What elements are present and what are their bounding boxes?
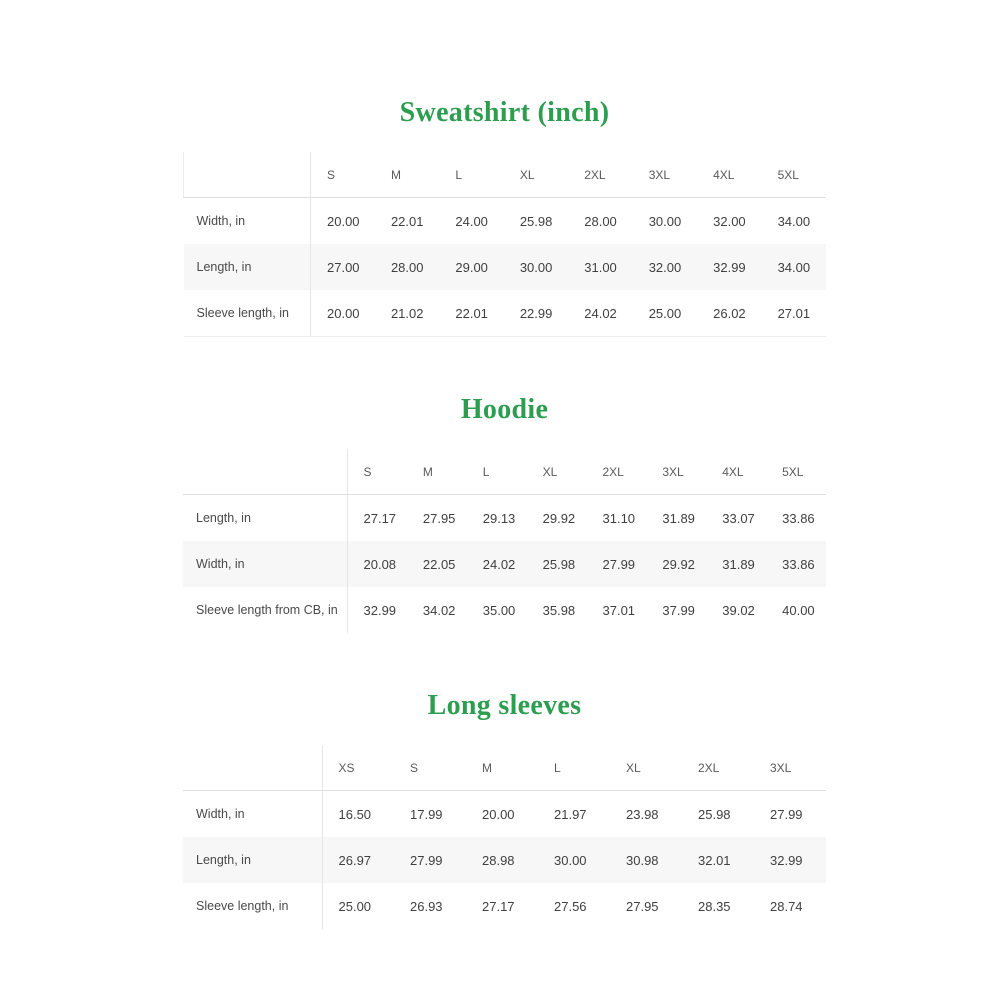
size-column-header: L (439, 152, 503, 198)
size-column-header: XS (322, 745, 394, 791)
size-column-header: 5XL (766, 449, 826, 495)
section-long-sleeves (183, 689, 826, 929)
size-value-cell: 33.86 (782, 556, 815, 572)
size-value-cell: 28.00 (584, 213, 617, 229)
size-column-header: 3XL (754, 745, 826, 791)
size-value-cell: 32.99 (363, 602, 397, 618)
size-value-cell: 20.00 (482, 806, 515, 822)
size-column-header: 5XL (762, 152, 826, 198)
size-column-header: L (538, 745, 610, 791)
size-value-cell: 32.99 (713, 259, 746, 275)
size-value-cell: 30.00 (519, 259, 553, 275)
size-value-cell: 37.01 (602, 602, 636, 618)
size-value-cell: 32.99 (770, 852, 803, 868)
size-value-cell: 24.02 (568, 290, 632, 337)
table-row (183, 587, 826, 633)
size-column-header: 2XL (682, 745, 754, 791)
size-column-header: S (347, 449, 407, 495)
section-sweatshirt (183, 96, 826, 337)
size-value-cell: 29.92 (662, 556, 695, 572)
size-guide (183, 0, 826, 985)
size-value-cell: 35.98 (542, 602, 576, 618)
size-value-cell: 22.01 (439, 290, 503, 337)
size-value-cell: 26.02 (697, 290, 761, 337)
row-label: Width, in (183, 791, 322, 838)
table-row (184, 198, 827, 245)
table-row (184, 290, 827, 337)
table-row (184, 244, 827, 290)
size-column-header: 4XL (706, 449, 766, 495)
size-value-cell: 21.02 (375, 290, 439, 337)
size-value-cell: 28.00 (390, 259, 424, 275)
size-value-cell: 31.00 (584, 259, 617, 275)
corner-cell (183, 449, 347, 495)
size-value-cell: 25.00 (338, 898, 372, 914)
row-label: Length, in (183, 837, 322, 883)
size-value-cell: 21.97 (554, 806, 587, 822)
size-value-cell: 32.00 (648, 259, 682, 275)
size-value-cell: 29.92 (542, 510, 576, 526)
size-value-cell: 39.02 (722, 602, 755, 618)
corner-cell (184, 152, 311, 198)
size-value-cell: 25.00 (633, 290, 697, 337)
table-row (183, 791, 826, 838)
row-label: Sleeve length, in (184, 290, 311, 337)
size-value-cell: 23.98 (626, 806, 659, 822)
size-value-cell: 25.98 (519, 213, 553, 229)
long-sleeves-size-table (183, 745, 826, 929)
size-column-header: M (375, 152, 439, 198)
size-value-cell: 27.01 (762, 290, 826, 337)
size-value-cell: 34.00 (777, 213, 811, 229)
size-value-cell: 28.74 (770, 898, 803, 914)
size-value-cell: 24.00 (455, 213, 488, 229)
size-value-cell: 27.99 (602, 556, 636, 572)
size-value-cell: 26.93 (410, 898, 443, 914)
size-column-header: L (467, 449, 527, 495)
row-label: Width, in (184, 198, 311, 245)
size-value-cell: 27.56 (554, 898, 587, 914)
row-label: Sleeve length, in (183, 883, 322, 929)
size-value-cell: 17.99 (410, 806, 443, 822)
size-value-cell: 16.50 (338, 806, 372, 822)
size-column-header: M (466, 745, 538, 791)
row-label: Length, in (183, 495, 347, 542)
size-value-cell: 30.00 (554, 852, 587, 868)
long-sleeves-table-title: Long sleeves (427, 690, 582, 721)
size-value-cell: 28.35 (698, 898, 731, 914)
row-label: Width, in (183, 541, 347, 587)
size-column-header: XL (610, 745, 682, 791)
size-value-cell: 27.17 (482, 898, 515, 914)
size-value-cell: 30.98 (626, 852, 659, 868)
size-value-cell: 27.17 (363, 510, 397, 526)
size-value-cell: 32.01 (698, 852, 731, 868)
table-row (183, 837, 826, 883)
size-value-cell: 22.99 (504, 290, 568, 337)
size-value-cell: 33.86 (782, 510, 815, 526)
size-column-header: 4XL (697, 152, 761, 198)
table-row (183, 541, 826, 587)
size-column-header: 2XL (568, 152, 632, 198)
size-value-cell: 31.10 (602, 510, 636, 526)
size-column-header: M (407, 449, 467, 495)
size-header-row (183, 745, 826, 791)
corner-cell (183, 745, 322, 791)
table-row (183, 495, 826, 542)
size-value-cell: 24.02 (482, 556, 516, 572)
size-value-cell: 31.89 (722, 556, 755, 572)
size-header-row (183, 449, 826, 495)
size-value-cell: 30.00 (648, 213, 682, 229)
size-value-cell: 20.00 (311, 290, 375, 337)
table-row (183, 883, 826, 929)
size-value-cell: 32.00 (713, 213, 746, 229)
size-column-header: 3XL (646, 449, 706, 495)
size-value-cell: 22.05 (422, 556, 456, 572)
size-value-cell: 35.00 (482, 602, 516, 618)
hoodie-table-title: Hoodie (460, 394, 549, 425)
size-column-header: 2XL (587, 449, 647, 495)
size-value-cell: 26.97 (338, 852, 372, 868)
size-value-cell: 27.99 (770, 806, 803, 822)
size-value-cell: 27.95 (422, 510, 456, 526)
size-value-cell: 25.98 (698, 806, 731, 822)
size-value-cell: 29.13 (482, 510, 516, 526)
size-value-cell: 29.00 (455, 259, 488, 275)
size-column-header: 3XL (633, 152, 697, 198)
row-label: Length, in (184, 244, 311, 290)
size-value-cell: 27.99 (410, 852, 443, 868)
size-header-row (184, 152, 827, 198)
size-value-cell: 37.99 (662, 602, 695, 618)
row-label: Sleeve length from CB, in (183, 587, 347, 633)
size-value-cell: 34.00 (777, 259, 811, 275)
size-column-header: XL (504, 152, 568, 198)
size-column-header: S (311, 152, 375, 198)
size-value-cell: 28.98 (482, 852, 515, 868)
size-value-cell: 20.08 (363, 556, 397, 572)
size-value-cell: 27.95 (626, 898, 659, 914)
size-column-header: XL (527, 449, 587, 495)
size-value-cell: 20.00 (327, 213, 360, 229)
section-hoodie (183, 393, 826, 633)
size-value-cell: 33.07 (722, 510, 755, 526)
size-value-cell: 22.01 (390, 213, 424, 229)
size-column-header: S (394, 745, 466, 791)
size-value-cell: 34.02 (422, 602, 456, 618)
size-value-cell: 40.00 (782, 602, 815, 618)
size-value-cell: 27.00 (327, 259, 360, 275)
sweatshirt-size-table (183, 152, 826, 337)
sweatshirt-table-title: Sweatshirt (inch) (399, 97, 610, 128)
size-value-cell: 25.98 (542, 556, 576, 572)
hoodie-size-table (183, 449, 826, 633)
size-value-cell: 31.89 (662, 510, 695, 526)
